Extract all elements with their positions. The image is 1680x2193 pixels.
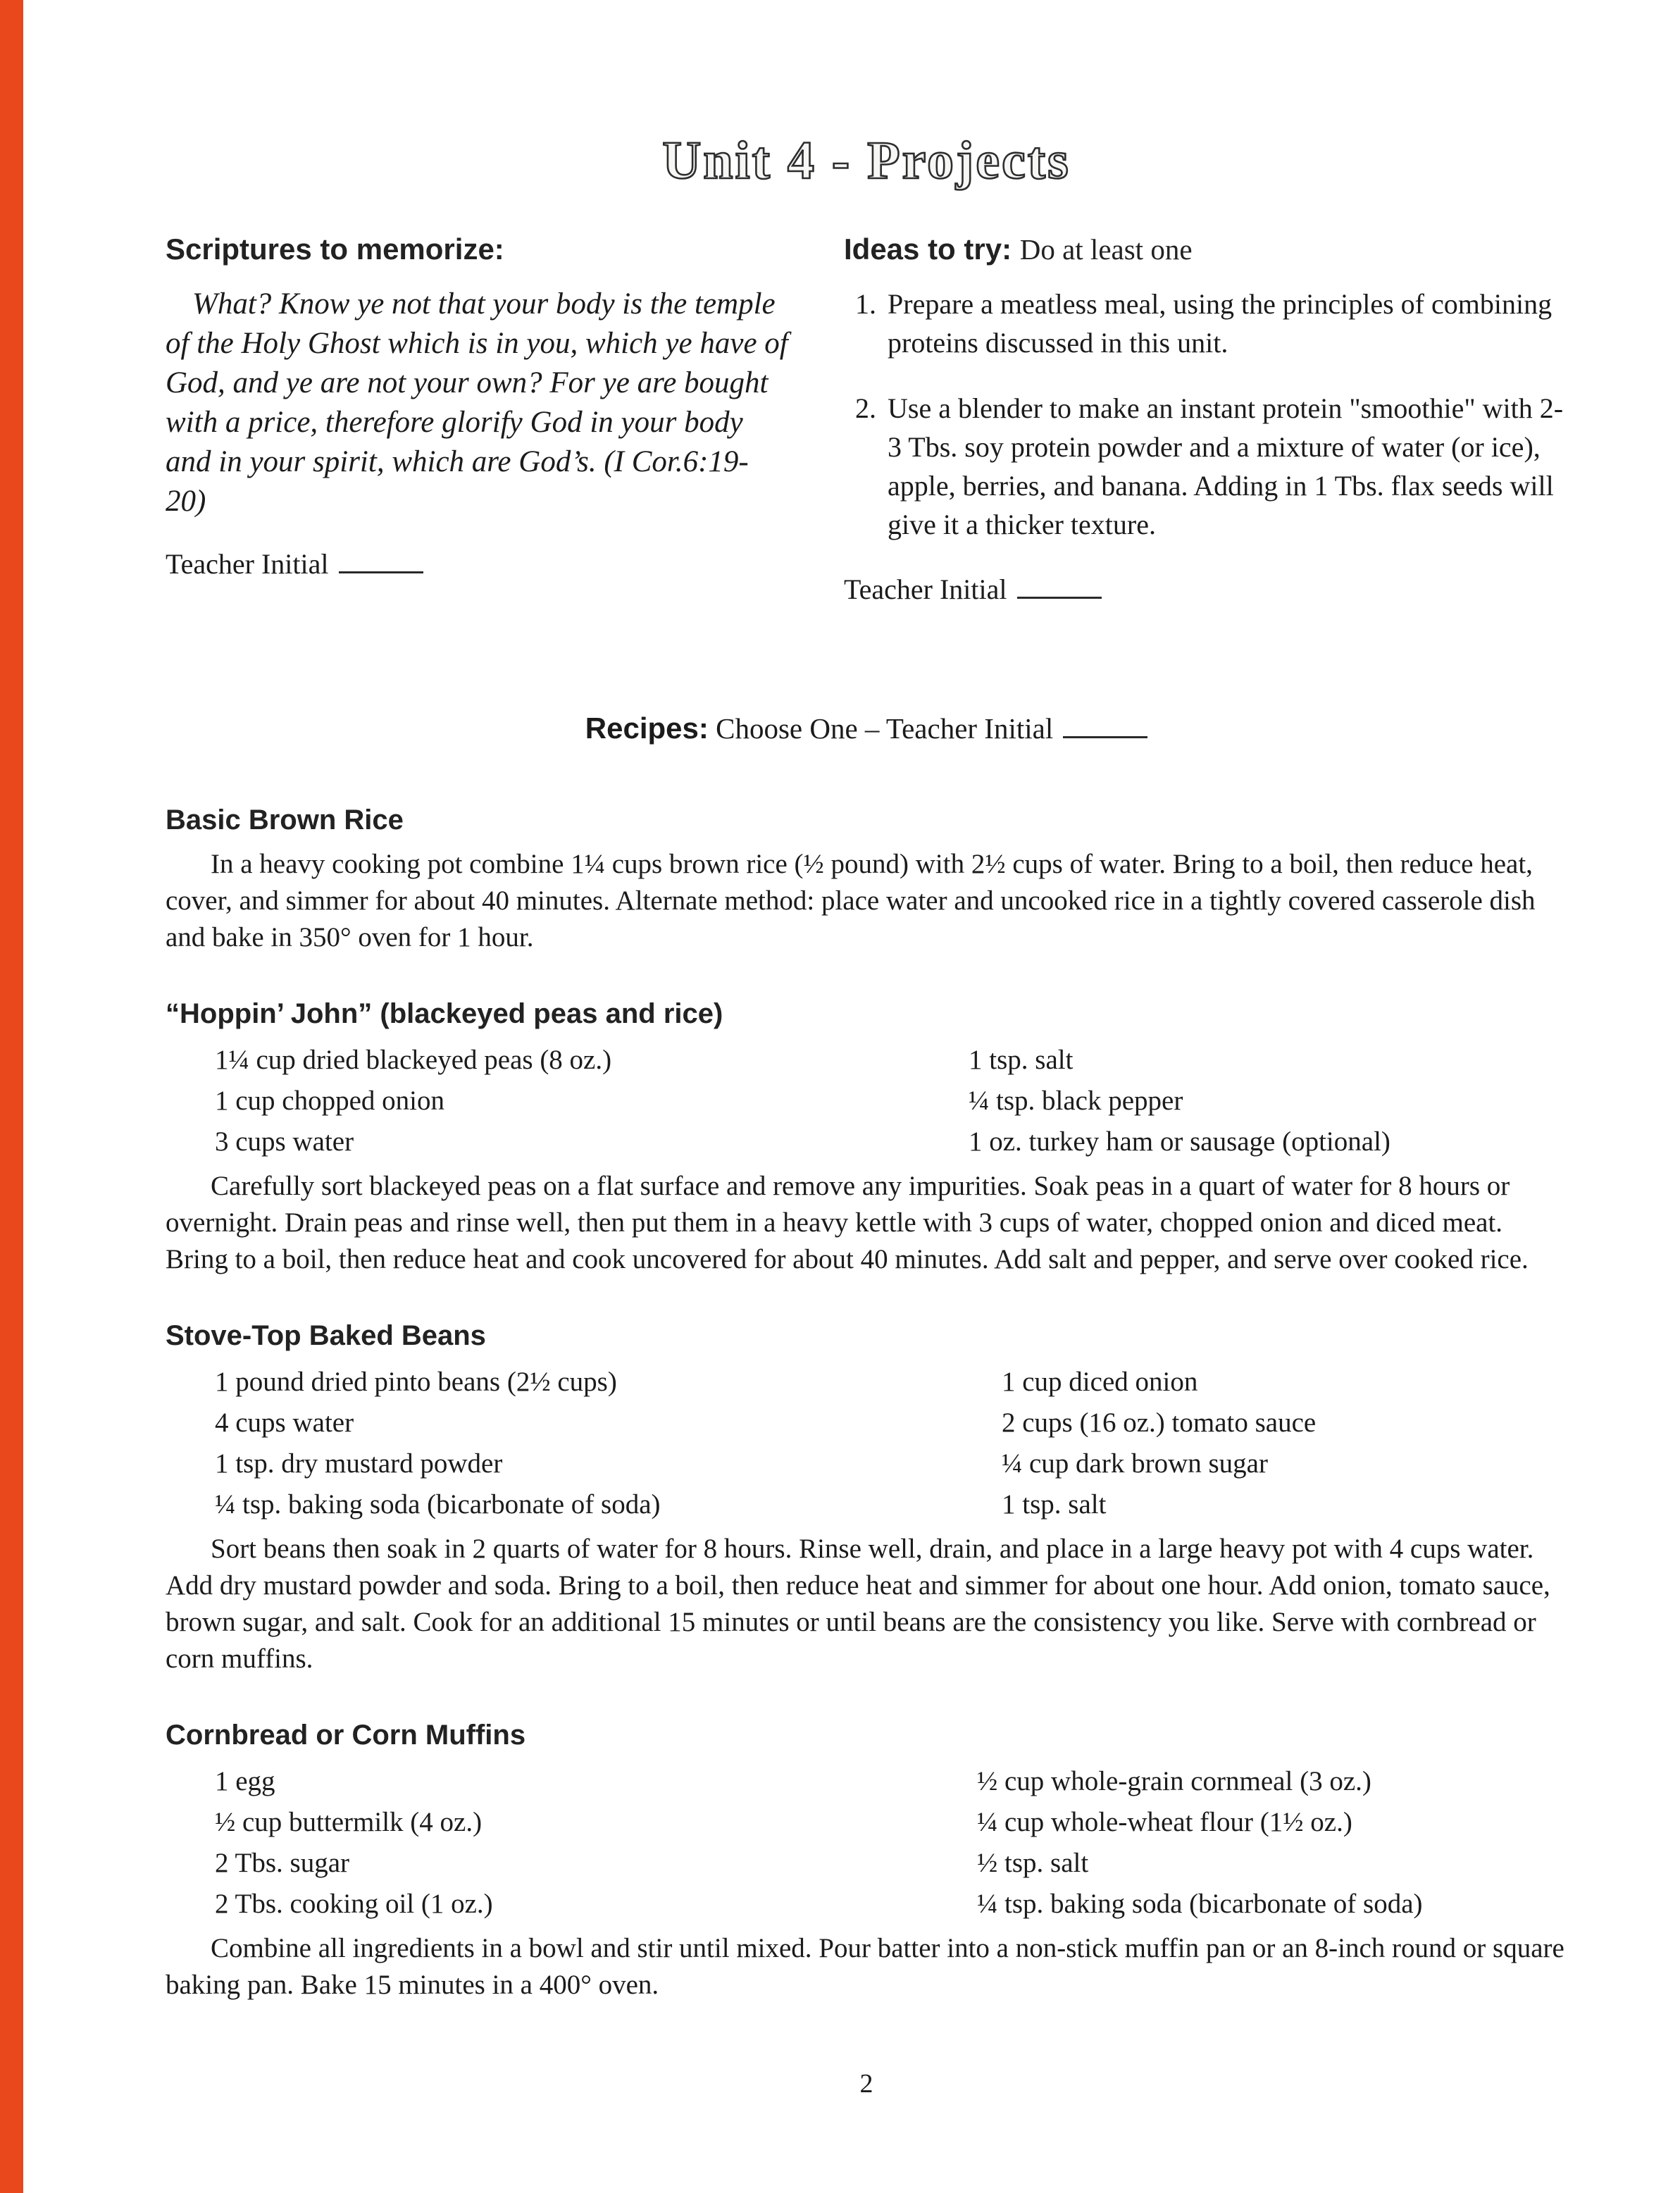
recipe-instructions: Combine all ingredients in a bowl and stir until mixed. Pour batter into a non-stick muffin pan or an 8-inch round or square baking pan. Bake 15 minutes in a 400° oven. <box>166 1933 1564 2000</box>
ingredient-list <box>215 1761 1567 1925</box>
ingredient-item: 1 egg <box>215 1766 275 1796</box>
teacher-initial-label: Teacher Initial <box>166 548 329 580</box>
recipe-instructions: Carefully sort blackeyed peas on a flat surface and remove any impurities. Soak peas in a quart of water for 8 hours or overnight. Drain peas and rinse well, then put them in a heavy kettle with 3 cups of water, chopped onion and diced meat. Bring to a boil, then reduce heat and cook uncovered for about 40 minutes. Add salt and pepper, and serve over cooked rice. <box>166 1171 1529 1274</box>
ingredient-item: 1 cup chopped onion <box>215 1086 445 1116</box>
ideas-instruction: Do at least one <box>1019 233 1193 266</box>
teacher-initial-row <box>166 545 789 580</box>
teacher-initial-blank <box>1063 710 1147 738</box>
teacher-initial-label: Teacher Initial <box>844 573 1007 605</box>
ingredient-item: 1 pound dried pinto beans (2½ cups) <box>215 1367 617 1397</box>
page-number: 2 <box>859 2069 873 2099</box>
ingredient-list <box>215 1040 1567 1162</box>
page-title: Unit 4 - Projects <box>662 131 1071 190</box>
recipes-banner-heading: Recipes: <box>585 712 709 745</box>
ingredient-item: 1 tsp. dry mustard powder <box>215 1448 503 1479</box>
ingredient-item: 1 cup diced onion <box>1002 1367 1198 1397</box>
teacher-initial-blank <box>339 545 423 573</box>
teacher-initial-blank <box>1017 571 1102 599</box>
top-section <box>166 232 1567 606</box>
ingredient-item: ½ cup whole-grain cornmeal (3 oz.) <box>977 1766 1371 1796</box>
ingredient-item: 1 oz. turkey ham or sausage (optional) <box>969 1126 1390 1157</box>
scriptures-section <box>166 232 789 606</box>
recipe-stove-top-baked-beans <box>166 1320 1567 1677</box>
recipe-title: “Hoppin’ John” (blackeyed peas and rice) <box>166 998 723 1029</box>
ingredient-item: ¼ cup whole-wheat flour (1½ oz.) <box>977 1807 1352 1837</box>
ingredient-item: ¼ tsp. baking soda (bicarbonate of soda) <box>215 1489 661 1520</box>
recipes-banner <box>166 710 1567 745</box>
ingredient-item: 3 cups water <box>215 1126 354 1157</box>
ingredient-item: 4 cups water <box>215 1408 354 1438</box>
recipe-instructions: In a heavy cooking pot combine 1¼ cups brown rice (½ pound) with 2½ cups of water. Bring to a boil, then reduce heat, cover, and simmer for about 40 minutes. Alternate method: place water and uncooked rice in a tightly covered casserole dish and bake in 350° oven for 1 hour. <box>166 849 1536 952</box>
scriptures-heading: Scriptures to memorize: <box>166 232 504 266</box>
ingredient-item: ½ cup buttermilk (4 oz.) <box>215 1807 483 1837</box>
recipe-instructions: Sort beans then soak in 2 quarts of water for 8 hours. Rinse well, drain, and place in a large heavy pot with 4 cups water. Add dry mustard powder and soda. Bring to a boil, then reduce heat and simmer for about one hour. Add onion, tomato sauce, brown sugar, and salt. Cook for an additional 15 minutes or until beans are the consistency you like. Serve with cornbread or corn muffins. <box>166 1534 1550 1674</box>
recipe-basic-brown-rice <box>166 804 1567 956</box>
idea-item: 1. Prepare a meatless meal, using the principles of combining proteins discussed in this unit. <box>883 285 1567 362</box>
ingredient-item: 2 cups (16 oz.) tomato sauce <box>1002 1408 1317 1438</box>
scripture-verse: What? Know ye not that your body is the temple of the Holy Ghost which is in you, which ye have of God, and ye are not your own? For ye are bought with a price, therefore glorify God in your body and in your spirit, which are God’s. (I Cor.6:19-20) <box>166 287 788 518</box>
ingredient-list <box>215 1362 1567 1525</box>
ingredient-item: ¼ tsp. black pepper <box>969 1086 1183 1116</box>
recipe-title: Basic Brown Rice <box>166 804 404 835</box>
teacher-initial-row <box>844 571 1567 606</box>
ideas-heading-label: Ideas to try: <box>844 232 1012 266</box>
ingredient-item: 1¼ cup dried blackeyed peas (8 oz.) <box>215 1045 612 1075</box>
recipe-hoppin-john <box>166 998 1567 1278</box>
recipe-title: Stove-Top Baked Beans <box>166 1320 486 1351</box>
ingredient-item: 1 tsp. salt <box>969 1045 1074 1075</box>
ingredient-item: 2 Tbs. cooking oil (1 oz.) <box>215 1889 493 1919</box>
recipes-banner-text: Choose One – Teacher Initial <box>716 712 1054 745</box>
ingredient-item: ¼ cup dark brown sugar <box>1002 1448 1268 1479</box>
ingredient-item: ¼ tsp. baking soda (bicarbonate of soda) <box>977 1889 1423 1919</box>
ideas-section <box>844 232 1567 606</box>
ideas-heading <box>844 232 1567 266</box>
ingredient-item: ½ tsp. salt <box>977 1848 1089 1878</box>
recipe-title: Cornbread or Corn Muffins <box>166 1720 526 1751</box>
recipe-cornbread-or-corn-muffins <box>166 1720 1567 2003</box>
ingredient-item: 2 Tbs. sugar <box>215 1848 350 1878</box>
ideas-list <box>844 285 1567 544</box>
ingredient-item: 1 tsp. salt <box>1002 1489 1107 1520</box>
idea-item: 2. Use a blender to make an instant protein "smoothie" with 2-3 Tbs. soy protein powder and a mixture of water (or ice), apple, berries, and banana. Adding in 1 Tbs. flax seeds will give it a thicker texture. <box>883 389 1567 544</box>
